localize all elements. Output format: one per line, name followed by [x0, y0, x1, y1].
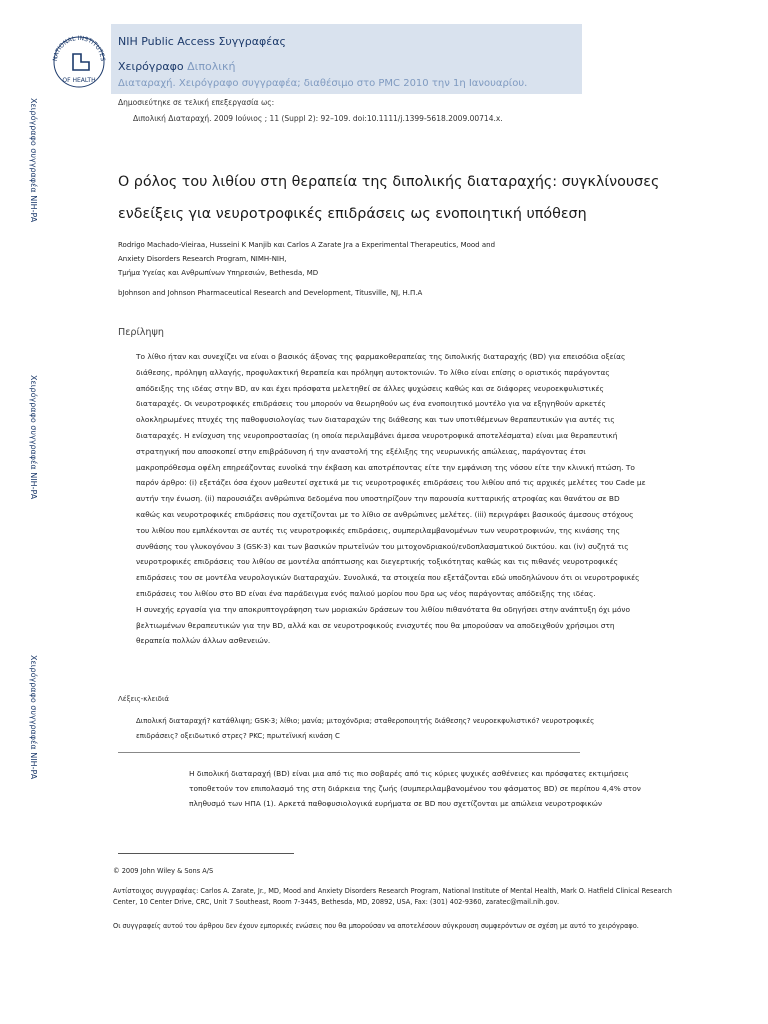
header-subtitle: Διαταραχή. Χειρόγραφο συγγραφέα; διαθέσιμο στο PMC 2010 την 1η Ιανουαρίου.	[118, 78, 528, 89]
abstract-paragraph: Το λίθιο ήταν και συνεχίζει να είναι ο βασικός άξονας της φαρμακοθεραπείας της διπολικής διαταραχής (BD) για επεισόδια οξείας διάθεσης, πρόληψη αλλαγής, προφυλακτική θεραπεία και πρόληψη αυτοκτονιών. Το λίθιο είναι επίσης ο οριστικός παράγοντας απόδειξης της ιδέας στην BD, αν και έχει πρόσφατα μελετηθεί σε άλλες ψυχώσεις καθώς και σε διάφορες νευροεκφυλιστικές διαταραχές. Οι νευροτροφικές επιδράσεις του μπορούν να θεωρηθούν ως ένα ενοποιητικό μοντέλο για να εξηγηθούν αρκετές ολοκληρωμένες πτυχές της παθοφυσιολογίας των διαταραχών της διάθεσης και των υποτιθέμενων θεραπευτικών για αυτές τις διαταραχές. Η ενίσχυση της νευροπροστασίας (η οποία περιλαμβάνει άμεσα νευροτροφικά αποτελέσματα) είναι μια θεραπευτική στρατηγική που αποσκοπεί στην επιβράδυνση ή την αναστολή της εξέλιξης της νευρωνικής απώλειας, παράγοντας έτσι μακροπρόθεσμα οφέλη επηρεάζοντας ευνοϊκά την έκβαση και αποτρέποντας είτε την εμφάνιση της νόσου είτε την κλινική πτώση. Το παρόν άρθρο: (i) εξετάζει όσα έχουν μαθευτεί σχετικά με τις νευροτροφικές επιδράσεις του λιθίου από τις αρχικές μελέτες του Cade με αυτήν την ένωση. (ii) παρουσιάζει ανθρώπινα δεδομένα που υποστηρίζουν την παρουσία κυτταρικής ατροφίας και θανάτου σε BD καθώς και νευροτροφικές επιδράσεις που σχετίζονται με το λίθιο σε ανθρώπινες μελέτες. (iii) περιγράφει βασικούς άμεσους στόχους του λιθίου που εμπλέκονται σε αυτές τις νευροτροφικές επιδράσεις, συμπεριλαμβανομένων των νευροτροφινών, της κινάσης της συνθάσης του γλυκογόνου 3 (GSK-3) και των βασικών πρωτεϊνών του μιτοχονδριακού/ενδοπλασματικού δικτύου. και (iv) συζητά τις νευροτροφικές επιδράσεις του λιθίου σε μοντέλα απόπτωσης και διεγερτικής τοξικότητας καθώς και τις πιθανές νευροτροφικές επιδράσεις του σε μοντέλα νευρολογικών διαταραχών. Συνολικά, τα στοιχεία που εξετάζονται εδώ υποδηλώνουν ότι οι νευροτροφικές επιδράσεις του λιθίου στο BD είναι ένα παράδειγμα ενός παλιού μορίου που δρα ως νέος παράγοντας απόδειξης της ιδέας.	[136, 352, 646, 598]
author-block	[118, 239, 678, 305]
footnotes	[113, 866, 673, 940]
header-title: NIH Public Access Συγγραφέας	[118, 35, 286, 48]
correspondence-note: Αντίστοιχος συγγραφέας: Carlos A. Zarate, Jr., MD, Mood and Anxiety Disorders Research Program, National Institute of Mental Health, Mark O. Hatfield Clinical Research Center, 10 Center Drive, CRC, Unit 7 Southeast, Room 7-3445, Bethesda, MD, 20892, USA, Fax: (301) 402-9360, zaratec@mail.nih.gov.	[113, 886, 672, 906]
intro-text	[189, 766, 649, 811]
intro-paragraph: Η διπολική διαταραχή (BD) είναι μια από τις πιο σοβαρές από τις κύριες ψυχικές ασθένειες και πρόσφατες εκτιμήσεις τοποθετούν τον επιπολασμό της στη διάρκεια της ζωής (συμπεριλαμβανομένου του φάσματος BD) σε περίπου 4,4% στον πληθυσμό των ΗΠΑ (1). Αρκετά παθοφυσιολογικά ευρήματα σε BD που σχετίζονται με απώλεια νευροτροφικών	[189, 769, 641, 808]
abstract-paragraph: Η συνεχής εργασία για την αποκρυπτογράφηση των μοριακών δράσεων του λιθίου πιθανότατα θα οδηγήσει στην ανάπτυξη όχι μόνο βελτιωμένων θεραπευτικών για την BD, αλλά και σε νευροτροφικούς ενισχυτές που θα μπορούσαν να αποδειχθούν χρήσιμοι στη θεραπεία πολλών άλλων ασθενειών.	[136, 604, 631, 646]
article-title: Ο ρόλος του λιθίου στη θεραπεία της διπολικής διαταραχής: συγκλίνουσες ενδείξεις για νευροτροφικές επιδράσεις ως ενοποιητική υπόθεση	[118, 174, 660, 222]
author-line: Anxiety Disorders Research Program, NIMH-NIH,	[118, 255, 287, 263]
abstract-heading: Περίληψη	[118, 327, 164, 338]
copyright-note: © 2009 John Wiley & Sons A/S	[113, 867, 214, 875]
header-label-muted: Διπολική	[187, 60, 236, 73]
keywords-heading: Λέξεις-κλειδιά	[118, 695, 169, 703]
author-line: bJohnson and Johnson Pharmaceutical Research and Development, Titusville, NJ, Η.Π.Α	[118, 289, 423, 297]
nih-logo	[47, 24, 111, 94]
publication-citation: Διπολική Διαταραχή. 2009 Ιούνιος ; 11 (Suppl 2): 92–109. doi:10.1111/j.1399-5618.2009.00714.x.	[133, 114, 503, 123]
section-divider	[118, 752, 580, 753]
disclosure-note: Οι συγγραφείς αυτού του άρθρου δεν έχουν εμπορικές ενώσεις που θα μπορούσαν να αποτελέσουν σύγκρουση συμφερόντων σε σχέση με αυτό το χειρόγραφο.	[113, 921, 639, 930]
abstract-text	[136, 349, 646, 649]
sidebar-text-3: Χειρόγραφο συγγραφέα NIH-PA	[29, 655, 38, 780]
header-label	[118, 60, 235, 73]
author-line: Τμήμα Υγείας και Ανθρωπίνων Υπηρεσιών, Bethesda, MD	[118, 269, 319, 277]
svg-text:NATIONAL INSTITUTES: NATIONAL INSTITUTES	[51, 34, 107, 62]
sidebar-text-1: Χειρόγραφο συγγραφέα NIH-PA	[29, 98, 38, 223]
author-line: Rodrigo Machado-Vieiraa, Husseini K Manjib και Carlos A Zarate Jra a Experimental Therapeutics, Mood and	[118, 241, 496, 249]
keywords-text: Διπολική διαταραχή? κατάθλιψη; GSK-3; λίθιο; μανία; μιτοχόνδρια; σταθεροποιητής διάθεσης? νευροεκφυλιστικό? νευροτροφικές επιδράσεις? οξειδωτικό στρες? PKC; πρωτεϊνική κινάση C	[136, 717, 595, 740]
sidebar-text-2: Χειρόγραφο συγγραφέα NIH-PA	[29, 375, 38, 500]
publication-label: Δημοσιεύτηκε σε τελική επεξεργασία ως:	[118, 98, 275, 107]
footnote-divider	[118, 853, 294, 854]
svg-text:OF HEALTH: OF HEALTH	[62, 77, 96, 84]
header-label-main: Χειρόγραφο	[118, 60, 184, 73]
